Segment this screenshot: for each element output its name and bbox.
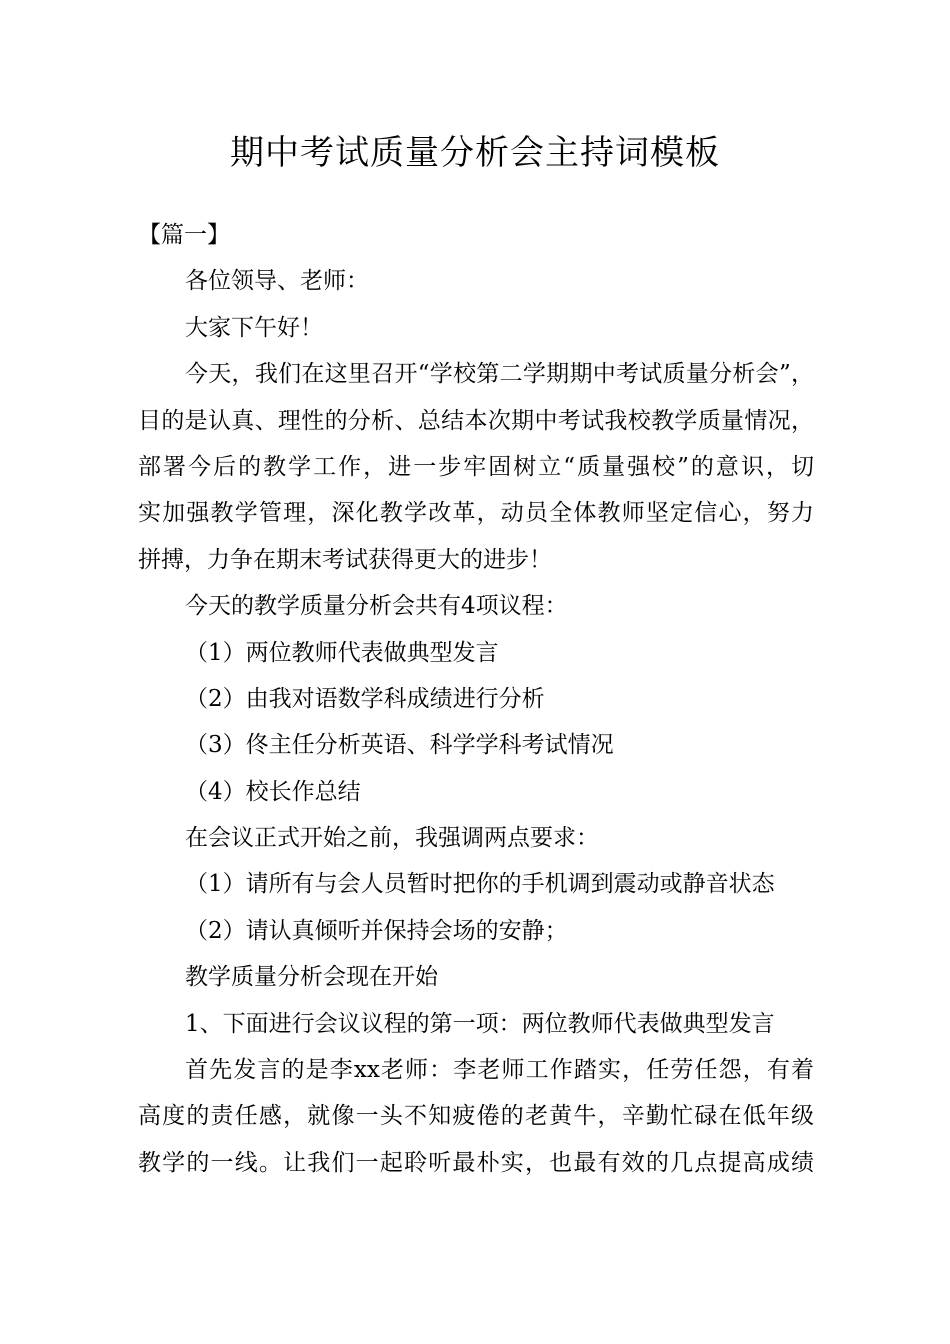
hello-line: 大家下午好！ [185,314,323,341]
speaker-intro-line: 首先发言的是李xx老师：李老师工作踏实，任劳任怨，有着 [185,1057,814,1084]
document-title: 期中考试质量分析会主持词模板 [230,133,720,173]
requirement-item: （1）请所有与会人员暂时把你的手机调到震动或静音状态 [185,871,775,898]
agenda-item: （2）由我对语数学科成绩进行分析 [185,685,545,712]
agenda-item-one-heading: 1、下面进行会议议程的第一项：两位教师代表做典型发言 [185,1010,775,1037]
requirement-item: （2）请认真倾听并保持会场的安静； [185,917,568,944]
intro-line: 目的是认真、理性的分析、总结本次期中考试我校教学质量情况， [138,407,814,434]
intro-line: 部署今后的教学工作，进一步牢固树立“质量强校”的意识，切 [138,453,814,480]
agenda-item: （4）校长作总结 [185,778,361,805]
intro-line: 实加强教学管理，深化教学改革，动员全体教师坚定信心，努力 [138,500,814,527]
agenda-item: （3）佟主任分析英语、科学学科考试情况 [185,732,614,759]
intro-line: 今天，我们在这里召开“学校第二学期期中考试质量分析会”， [185,361,814,388]
requirements-intro: 在会议正式开始之前，我强调两点要求： [185,825,599,852]
agenda-intro: 今天的教学质量分析会共有4项议程： [185,593,568,620]
start-line: 教学质量分析会现在开始 [185,964,438,991]
speaker-intro-line: 教学的一线。让我们一起聆听最朴实，也最有效的几点提高成绩 [138,1149,814,1176]
document-body [138,212,814,1186]
intro-line: 拼搏，力争在期末考试获得更大的进步！ [138,546,552,573]
speaker-intro-line: 高度的责任感，就像一头不知疲倦的老黄牛，辛勤忙碌在低年级 [138,1103,814,1130]
agenda-item: （1）两位教师代表做典型发言 [185,639,499,666]
section-label: 【篇一】 [138,222,230,248]
greeting-line: 各位领导、老师： [185,268,369,295]
